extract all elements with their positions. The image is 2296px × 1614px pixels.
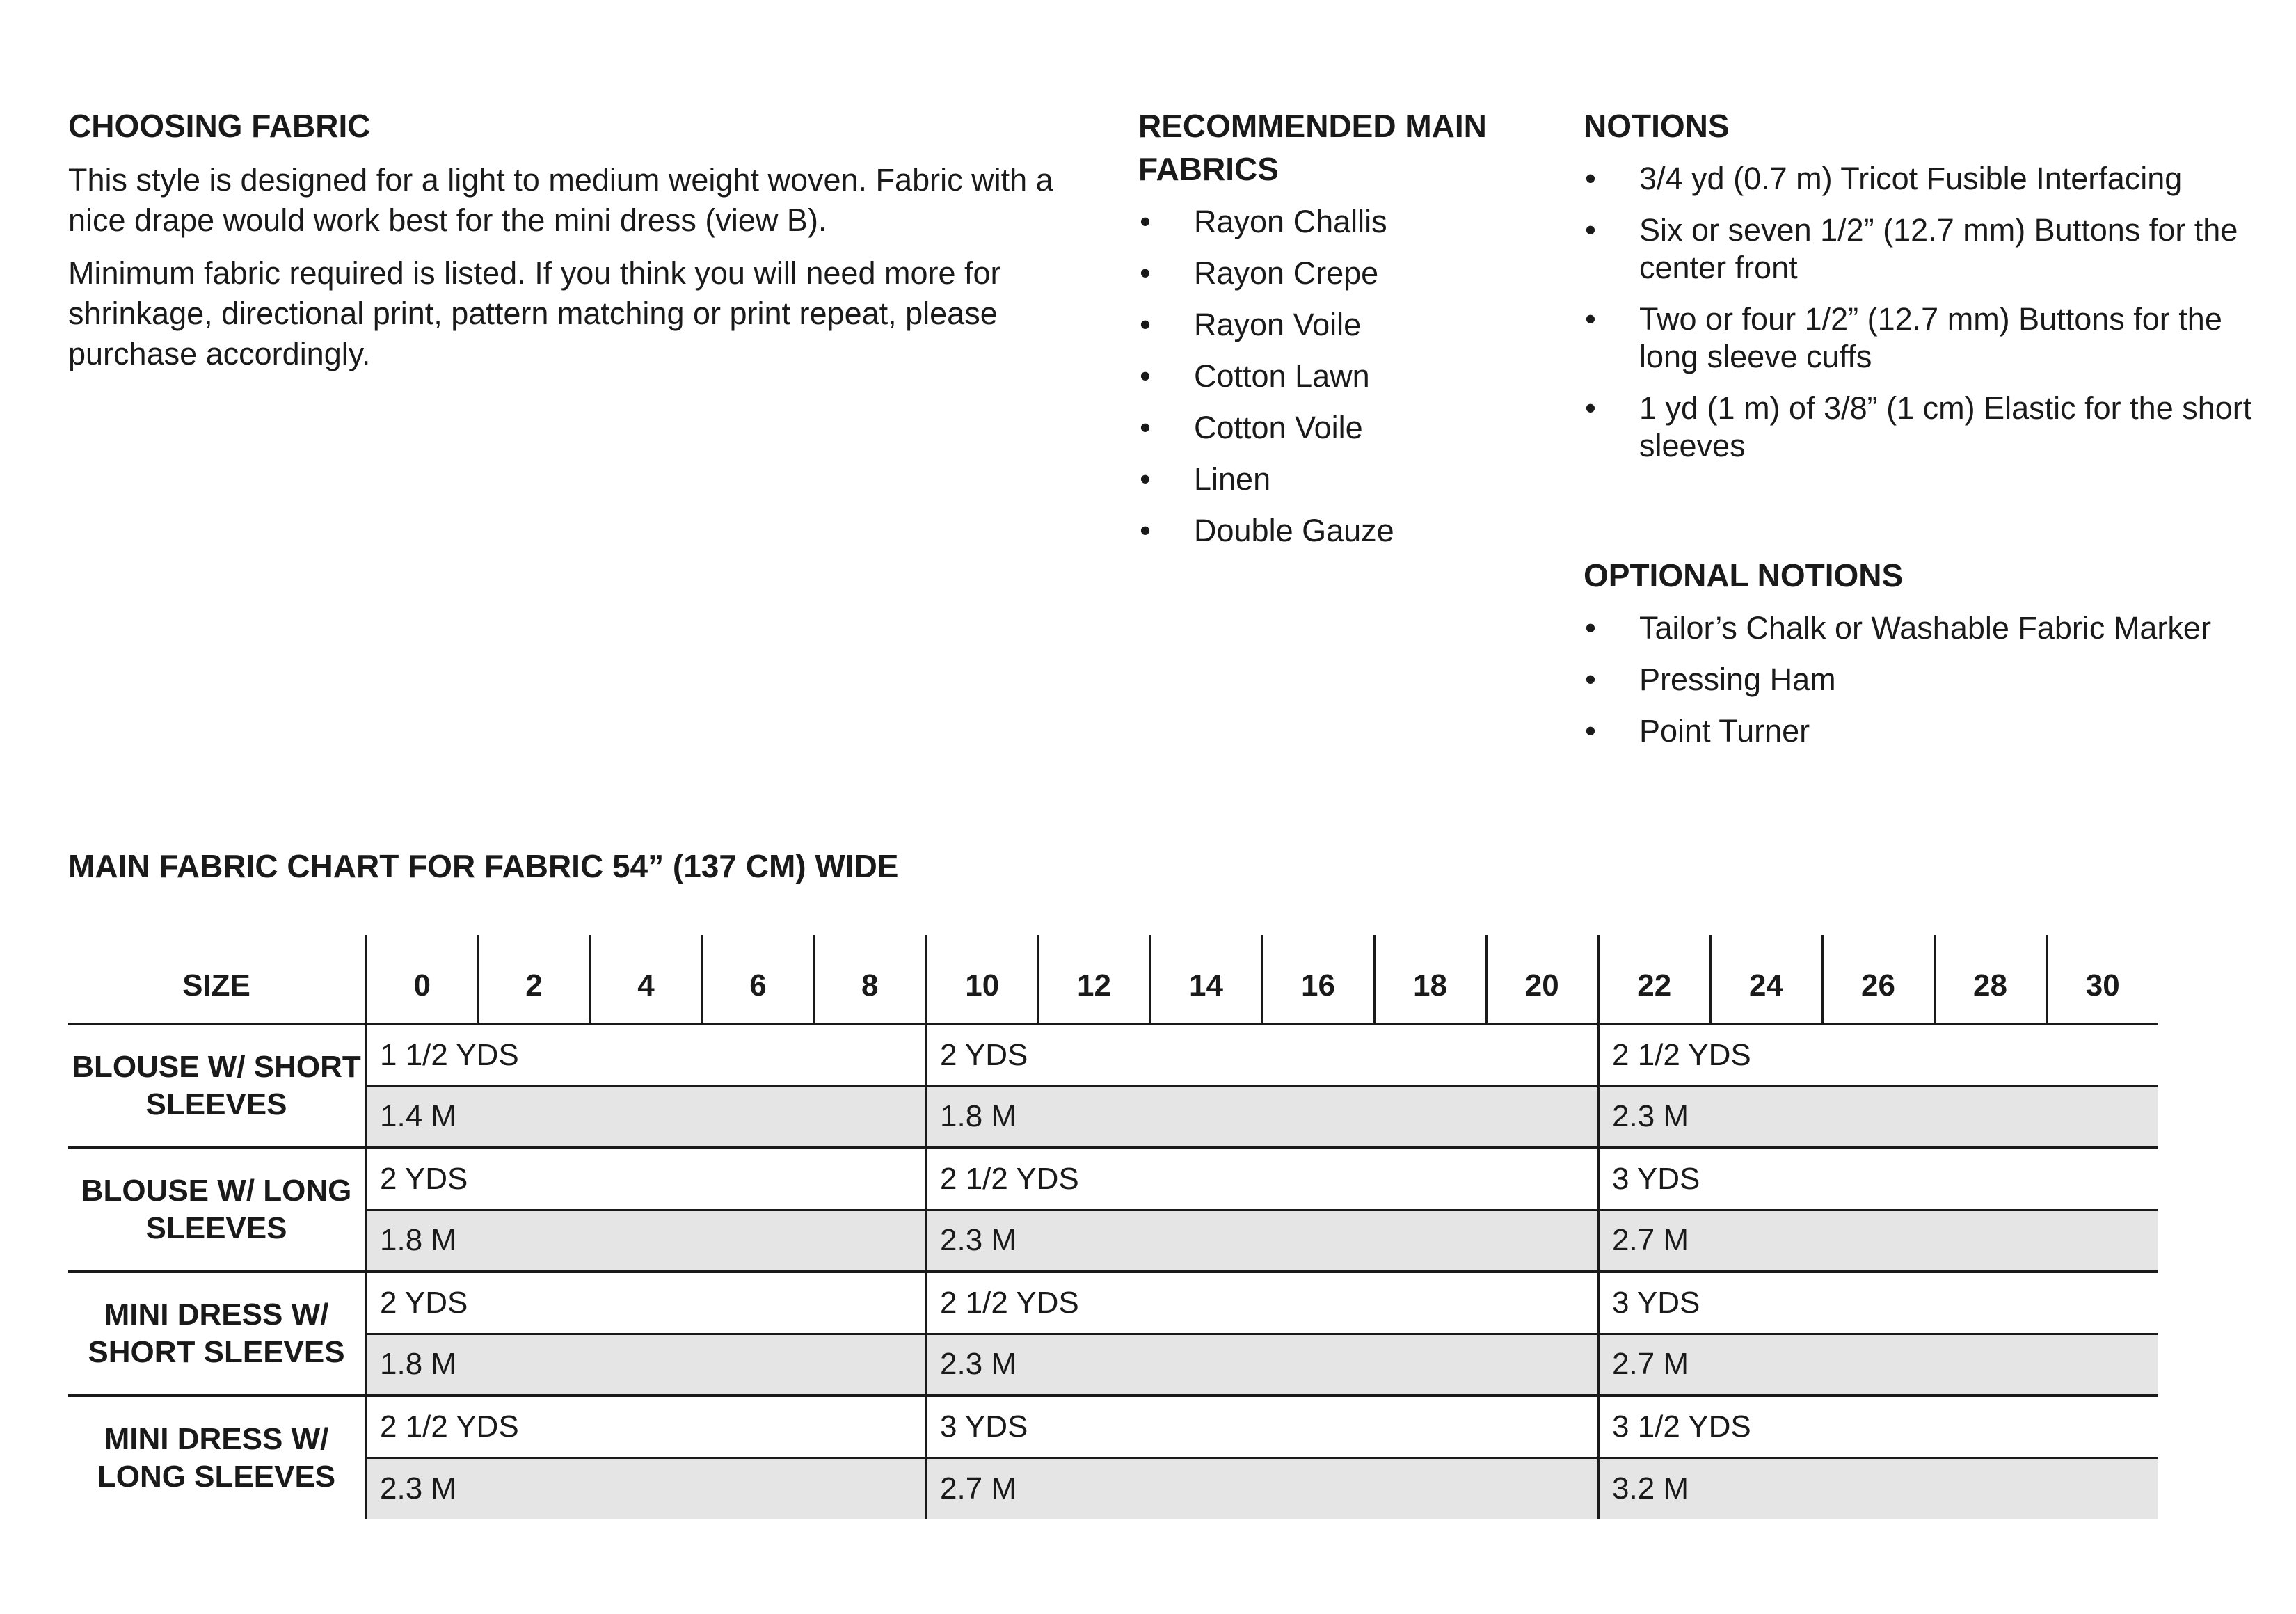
notion-text: 3/4 yd (0.7 m) Tricot Fusible Interfacing: [1639, 161, 2183, 196]
fabric-name: Linen: [1194, 461, 1271, 497]
fabric-name: Rayon Challis: [1194, 204, 1387, 239]
list-item: [1584, 160, 2279, 198]
meterage-cell: 2.7 M: [926, 1457, 1598, 1519]
list-item: [1138, 358, 1556, 395]
list-item: [1138, 203, 1556, 241]
meterage-cell: 1.8 M: [366, 1334, 926, 1396]
meterage-cell: 1.8 M: [926, 1086, 1598, 1148]
bullet-icon: •: [1140, 255, 1151, 291]
size-header-row: [68, 935, 2158, 1024]
size-column-header: 10: [926, 935, 1038, 1024]
size-column-header: 6: [702, 935, 814, 1024]
table-row: [68, 1210, 2158, 1272]
yardage-cell: 3 1/2 YDS: [1598, 1396, 2158, 1457]
optional-notions-list: [1584, 609, 2279, 750]
bullet-icon: •: [1585, 390, 1596, 426]
notion-text: Point Turner: [1639, 713, 1810, 749]
fabric-name: Rayon Voile: [1194, 307, 1362, 342]
table-row: [68, 1272, 2158, 1334]
list-item: [1138, 409, 1556, 447]
size-column-header: 4: [590, 935, 702, 1024]
size-column-header: 0: [366, 935, 478, 1024]
yardage-cell: 2 1/2 YDS: [1598, 1024, 2158, 1086]
garment-label: BLOUSE W/ LONG SLEEVES: [68, 1148, 366, 1272]
notion-text: 1 yd (1 m) of 3/8” (1 cm) Elastic for the short sleeves: [1639, 390, 2252, 463]
meterage-cell: 2.3 M: [366, 1457, 926, 1519]
bullet-icon: •: [1140, 410, 1151, 445]
size-column-header: 26: [1822, 935, 1934, 1024]
bullet-icon: •: [1140, 461, 1151, 497]
list-item: [1138, 461, 1556, 498]
size-column-header: 24: [1710, 935, 1822, 1024]
fabric-chart-table: [68, 935, 2158, 1519]
bullet-icon: •: [1585, 662, 1596, 697]
recommended-fabrics-heading: RECOMMENDED MAIN FABRICS: [1138, 108, 1487, 187]
table-row: [68, 1024, 2158, 1086]
yardage-cell: 3 YDS: [926, 1396, 1598, 1457]
list-item: [1138, 255, 1556, 292]
size-column-header: 14: [1150, 935, 1262, 1024]
bullet-icon: •: [1585, 212, 1596, 248]
yardage-cell: 2 YDS: [926, 1024, 1598, 1086]
fabric-name: Cotton Lawn: [1194, 358, 1370, 394]
meterage-cell: 2.7 M: [1598, 1210, 2158, 1272]
notion-text: Tailor’s Chalk or Washable Fabric Marker: [1639, 610, 2211, 646]
choosing-fabric-paragraph-1: This style is designed for a light to medium weight woven. Fabric with a nice drape would work best for the mini dress (view B).: [68, 162, 1053, 238]
notions-heading: NOTIONS: [1584, 108, 1730, 144]
bullet-icon: •: [1140, 513, 1151, 548]
list-item: [1584, 211, 2279, 287]
optional-notions-section: [1584, 554, 2279, 764]
bullet-icon: •: [1585, 610, 1596, 646]
size-header: SIZE: [68, 935, 366, 1024]
table-row: [68, 1334, 2158, 1396]
meterage-cell: 2.7 M: [1598, 1334, 2158, 1396]
choosing-fabric-section: [68, 104, 1105, 387]
yardage-cell: 2 1/2 YDS: [926, 1272, 1598, 1334]
bullet-icon: •: [1140, 204, 1151, 239]
table-row: [68, 1457, 2158, 1519]
yardage-cell: 1 1/2 YDS: [366, 1024, 926, 1086]
yardage-cell: 2 1/2 YDS: [926, 1148, 1598, 1210]
notions-list: [1584, 160, 2279, 465]
bullet-icon: •: [1140, 307, 1151, 342]
recommended-fabrics-list: [1138, 203, 1556, 550]
yardage-cell: 2 YDS: [366, 1272, 926, 1334]
list-item: [1138, 512, 1556, 550]
yardage-cell: 3 YDS: [1598, 1148, 2158, 1210]
choosing-fabric-paragraph-2: Minimum fabric required is listed. If you think you will need more for shrinkage, directional print, pattern matching or print repeat, please purchase accordingly.: [68, 255, 1001, 371]
yardage-cell: 2 1/2 YDS: [366, 1396, 926, 1457]
bullet-icon: •: [1585, 301, 1596, 337]
yardage-cell: 2 YDS: [366, 1148, 926, 1210]
garment-label: MINI DRESS W/ SHORT SLEEVES: [68, 1272, 366, 1396]
recommended-fabrics-section: [1138, 104, 1556, 564]
meterage-cell: 2.3 M: [1598, 1086, 2158, 1148]
notion-text: Six or seven 1/2” (12.7 mm) Buttons for the center front: [1639, 212, 2238, 285]
notion-text: Two or four 1/2” (12.7 mm) Buttons for the long sleeve cuffs: [1639, 301, 2222, 374]
meterage-cell: 2.3 M: [926, 1210, 1598, 1272]
fabric-name: Rayon Crepe: [1194, 255, 1379, 291]
size-column-header: 16: [1262, 935, 1374, 1024]
list-item: [1584, 609, 2279, 647]
meterage-cell: 3.2 M: [1598, 1457, 2158, 1519]
meterage-cell: 1.8 M: [366, 1210, 926, 1272]
fabric-chart-title: MAIN FABRIC CHART FOR FABRIC 54” (137 CM) WIDE: [68, 848, 899, 884]
garment-label: MINI DRESS W/ LONG SLEEVES: [68, 1396, 366, 1519]
choosing-fabric-heading: CHOOSING FABRIC: [68, 108, 371, 144]
yardage-cell: 3 YDS: [1598, 1272, 2158, 1334]
list-item: [1584, 390, 2279, 465]
size-column-header: 8: [814, 935, 926, 1024]
notions-section: [1584, 104, 2279, 479]
size-column-header: 28: [1934, 935, 2046, 1024]
size-column-header: 30: [2046, 935, 2158, 1024]
bullet-icon: •: [1585, 713, 1596, 749]
list-item: [1584, 661, 2279, 698]
optional-notions-heading: OPTIONAL NOTIONS: [1584, 557, 1904, 593]
meterage-cell: 1.4 M: [366, 1086, 926, 1148]
fabric-name: Double Gauze: [1194, 513, 1394, 548]
size-column-header: 20: [1486, 935, 1598, 1024]
size-column-header: 22: [1598, 935, 1710, 1024]
size-column-header: 18: [1374, 935, 1486, 1024]
table-row: [68, 1396, 2158, 1457]
table-row: [68, 1148, 2158, 1210]
bullet-icon: •: [1140, 358, 1151, 394]
size-column-header: 2: [478, 935, 590, 1024]
bullet-icon: •: [1585, 161, 1596, 196]
list-item: [1584, 712, 2279, 750]
fabric-name: Cotton Voile: [1194, 410, 1363, 445]
size-column-header: 12: [1038, 935, 1150, 1024]
list-item: [1138, 306, 1556, 344]
list-item: [1584, 301, 2279, 376]
garment-label: BLOUSE W/ SHORT SLEEVES: [68, 1024, 366, 1148]
notion-text: Pressing Ham: [1639, 662, 1836, 697]
table-row: [68, 1086, 2158, 1148]
meterage-cell: 2.3 M: [926, 1334, 1598, 1396]
